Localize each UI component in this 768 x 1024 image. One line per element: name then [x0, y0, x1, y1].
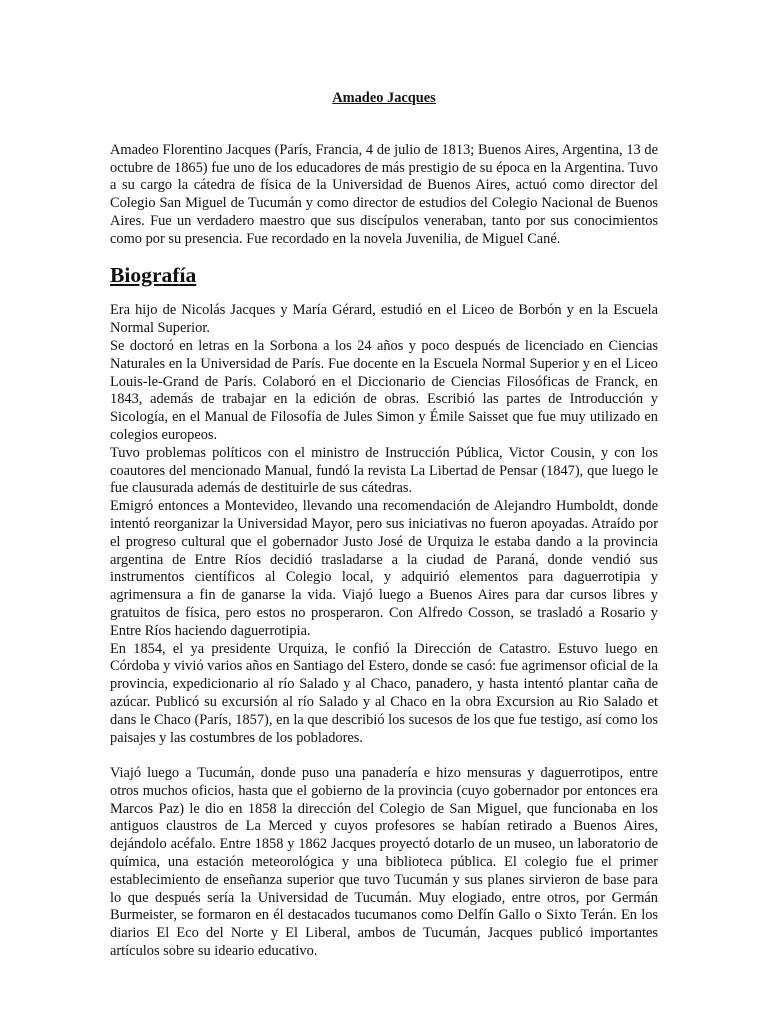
biography-paragraph: Emigró entonces a Montevideo, llevando una recomendación de Alejandro Humboldt, donde intentó reorganizar la Universidad Mayor, pero sus iniciativas no fueron apoyadas. Atraído por el progreso cultural que el gobernador Justo José de Urquiza le estaba dando a la provincia argentina de Entre Ríos decidió trasladarse a la ciudad de Paraná, donde vendió sus instrumentos científicos al Colegio local, y adquirió elementos para daguerrotipia y agrimensura a fin de ganarse la vida. Viajó luego a Buenos Aires para dar cursos libres y gratuitos de física, pero estos no prosperaron. Con Alfredo Cosson, se trasladó a Rosario y Entre Ríos haciendo daguerrotipia. [110, 498, 658, 639]
biography-paragraph: Era hijo de Nicolás Jacques y María Gérard, estudió en el Liceo de Borbón y en la Escuela Normal Superior. [110, 302, 658, 337]
intro-paragraph: Amadeo Florentino Jacques (París, Francia, 4 de julio de 1813; Buenos Aires, Argentina, 13 de octubre de 1865) fue uno de los educadores de más prestigio de su época en la Argentina. Tuvo a su cargo la cátedra de física de la Universidad de Buenos Aires, actuó como director del Colegio San Miguel de Tucumán y como director de estudios del Colegio Nacional de Buenos Aires. Fue un verdadero maestro que sus discípulos veneraban, tanto por sus conocimientos como por su presencia. Fue recordado en la novela Juvenilia, de Miguel Cané. [110, 141, 658, 247]
tucuman-paragraph: Viajó luego a Tucumán, donde puso una panadería e hizo mensuras y daguerrotipos, entre otros muchos oficios, hasta que el gobierno de la provincia (cuyo gobernador por entonces era Marcos Paz) le dio en 1858 la dirección del Colegio de San Miguel, que funcionaba en los antiguos claustros de La Merced y cuyos profesores se habían retirado a Buenos Aires, dejándolo acéfalo. Entre 1858 y 1862 Jacques proyectó dotarlo de un museo, un laboratorio de química, una estación meteorológica y una biblioteca pública. El colegio fue el primer establecimiento de enseñanza superior que tuvo Tucumán y sus planes sirvieron de base para lo que después sería la Universidad de Tucumán. Muy elogiado, entre otros, por Germán Burmeister, se formaron en él destacados tucumanos como Delfín Gallo o Sixto Terán. En los diarios El Eco del Norte y El Liberal, ambos de Tucumán, Jacques publicó importantes artículos sobre su ideario educativo. [110, 765, 658, 960]
document-page [110, 90, 658, 961]
spacer [110, 747, 658, 765]
biography-paragraph: Tuvo problemas políticos con el ministro de Instrucción Pública, Victor Cousin, y con los coautores del mencionado Manual, fundó la revista La Libertad de Pensar (1847), que luego le fue clausurada además de destituirle de sus cátedras. [110, 444, 658, 497]
biography-paragraph: En 1854, el ya presidente Urquiza, le confió la Dirección de Catastro. Estuvo luego en Córdoba y vivió varios años en Santiago del Estero, donde se casó: fue agrimensor oficial de la provincia, expedicionario al río Salado y al Chaco, panadero, y hasta intentó plantar caña de azúcar. Publicó su excursión al río Salado y al Chaco en la obra Excursion au Rio Salado et dans le Chaco (París, 1857), en la que describió los sucesos de los que fue testigo, así como los paisajes y las costumbres de los pobladores. [110, 640, 658, 746]
document-title: Amadeo Jacques [332, 90, 436, 106]
biography-heading: Biografía [110, 262, 197, 287]
biography-paragraph: Se doctoró en letras en la Sorbona a los 24 años y poco después de licenciado en Ciencias Naturales en la Universidad de París. Fue docente en la Escuela Normal Superior y en el Liceo Louis-le-Grand de París. Colaboró en el Diccionario de Ciencias Filosóficas de Franck, en 1843, además de trabajar en la edición de obras. Escribió las partes de Introducción y Sicología, en el Manual de Filosofía de Jules Simon y Émile Saisset que fue muy utilizado en colegios europeos. [110, 337, 658, 443]
